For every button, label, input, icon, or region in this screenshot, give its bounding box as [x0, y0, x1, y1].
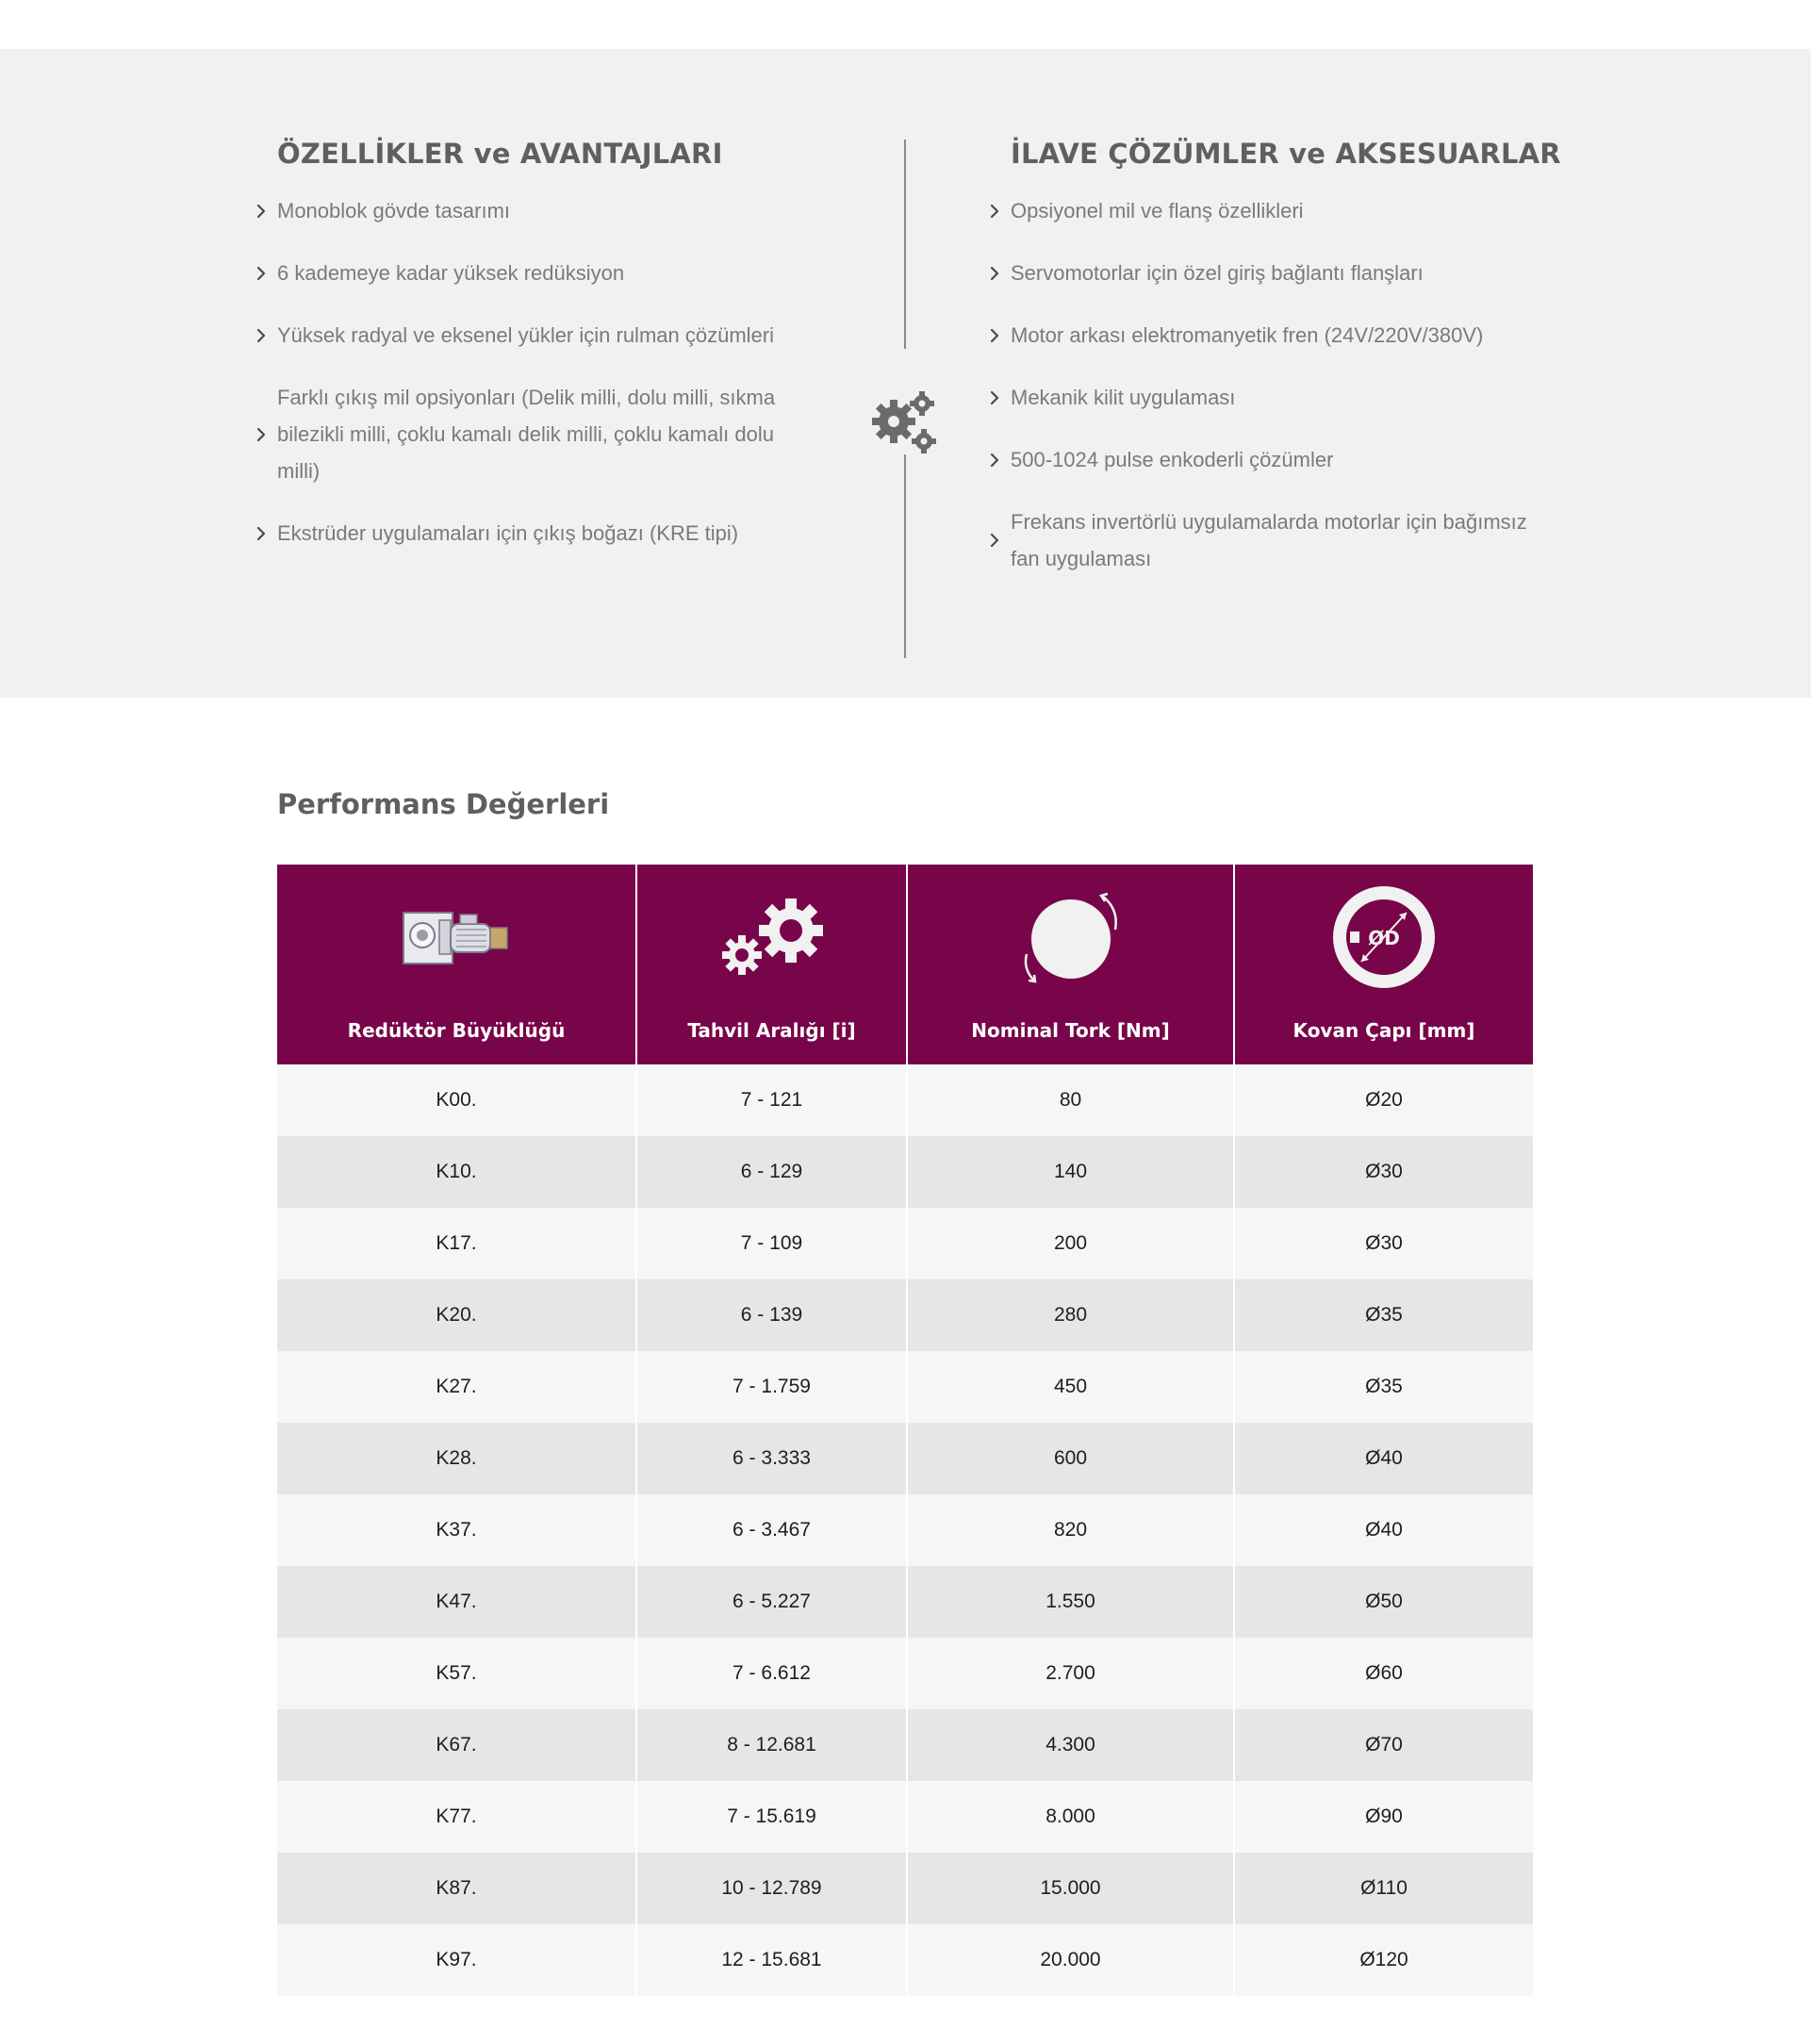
cell-torque: 600	[907, 1423, 1234, 1494]
cell-size: K47.	[277, 1566, 636, 1638]
divider-bottom	[904, 454, 906, 658]
list-item	[255, 192, 811, 229]
cell-torque: 4.300	[907, 1709, 1234, 1781]
list-item	[255, 255, 811, 291]
table-row	[277, 1781, 1533, 1853]
bore-icon-text: ØD	[1368, 927, 1400, 949]
features-list	[255, 192, 811, 577]
table-row	[277, 1638, 1533, 1709]
cell-size: K28.	[277, 1423, 636, 1494]
column-header-torque	[907, 865, 1234, 1064]
column-header-torque-label: Nominal Tork [Nm]	[971, 1019, 1170, 1042]
cell-ratio: 7 - 109	[636, 1208, 907, 1279]
cell-ratio: 7 - 6.612	[636, 1638, 907, 1709]
list-item-text: Opsiyonel mil ve flanş özellikleri	[1011, 199, 1304, 223]
list-item	[988, 503, 1554, 577]
features-title: ÖZELLİKLER ve AVANTAJLARI	[277, 138, 723, 170]
chevron-right-icon	[255, 327, 268, 344]
table-row	[277, 1709, 1533, 1781]
table-row	[277, 1423, 1533, 1494]
cell-torque: 80	[907, 1064, 1234, 1136]
cell-size: K27.	[277, 1351, 636, 1423]
cell-size: K67.	[277, 1709, 636, 1781]
chevron-right-icon	[988, 532, 1001, 549]
chevron-right-icon	[988, 203, 1001, 220]
list-item	[988, 441, 1554, 478]
cell-bore: Ø20	[1234, 1064, 1533, 1136]
cell-size: K20.	[277, 1279, 636, 1351]
cell-torque: 2.700	[907, 1638, 1234, 1709]
cell-bore: Ø50	[1234, 1566, 1533, 1638]
cell-bore: Ø60	[1234, 1638, 1533, 1709]
cell-size: K10.	[277, 1136, 636, 1208]
cell-ratio: 6 - 5.227	[636, 1566, 907, 1638]
list-item-text: Servomotorlar için özel giriş bağlantı flanşları	[1011, 261, 1424, 285]
cell-torque: 8.000	[907, 1781, 1234, 1853]
cell-ratio: 6 - 139	[636, 1279, 907, 1351]
cell-size: K37.	[277, 1494, 636, 1566]
cell-bore: Ø30	[1234, 1208, 1533, 1279]
cell-torque: 140	[907, 1136, 1234, 1208]
list-item-text: Motor arkası elektromanyetik fren (24V/220V/380V)	[1011, 323, 1484, 347]
cell-size: K77.	[277, 1781, 636, 1853]
column-header-ratio-label: Tahvil Aralığı [i]	[687, 1019, 856, 1042]
list-item	[255, 515, 811, 552]
column-header-bore-label: Kovan Çapı [mm]	[1292, 1019, 1475, 1042]
cell-ratio: 10 - 12.789	[636, 1853, 907, 1924]
cell-bore: Ø35	[1234, 1279, 1533, 1351]
chevron-right-icon	[988, 452, 1001, 469]
cell-torque: 1.550	[907, 1566, 1234, 1638]
torque-icon	[908, 876, 1233, 998]
cell-torque: 820	[907, 1494, 1234, 1566]
chevron-right-icon	[988, 327, 1001, 344]
cell-bore: Ø90	[1234, 1781, 1533, 1853]
table-row	[277, 1924, 1533, 1996]
cell-ratio: 12 - 15.681	[636, 1924, 907, 1996]
performance-table	[277, 865, 1533, 1996]
list-item-text: Ekstrüder uygulamaları için çıkış boğazı (KRE tipi)	[277, 521, 739, 545]
divider-top	[904, 140, 906, 349]
cell-ratio: 6 - 3.333	[636, 1423, 907, 1494]
list-item	[988, 255, 1554, 291]
table-row	[277, 1136, 1533, 1208]
chevron-right-icon	[988, 265, 1001, 282]
cell-ratio: 7 - 1.759	[636, 1351, 907, 1423]
column-header-size-label: Redüktör Büyüklüğü	[347, 1019, 566, 1042]
performance-title: Performans Değerleri	[277, 788, 610, 820]
bore-diameter-icon	[1235, 876, 1533, 998]
cell-bore: Ø70	[1234, 1709, 1533, 1781]
cell-torque: 450	[907, 1351, 1234, 1423]
list-item-text: Yüksek radyal ve eksenel yükler için rulman çözümleri	[277, 323, 774, 347]
cell-torque: 15.000	[907, 1853, 1234, 1924]
list-item-text: Frekans invertörlü uygulamalarda motorlar için bağımsız fan uygulaması	[1011, 510, 1527, 570]
list-item-text: 6 kademeye kadar yüksek redüksiyon	[277, 261, 625, 285]
accessories-title: İLAVE ÇÖZÜMLER ve AKSESUARLAR	[1011, 138, 1561, 170]
cell-bore: Ø40	[1234, 1494, 1533, 1566]
table-row	[277, 1566, 1533, 1638]
cell-torque: 280	[907, 1279, 1234, 1351]
cell-ratio: 6 - 129	[636, 1136, 907, 1208]
cell-size: K97.	[277, 1924, 636, 1996]
cell-ratio: 6 - 3.467	[636, 1494, 907, 1566]
chevron-right-icon	[255, 525, 268, 542]
performance-table-body	[277, 1064, 1533, 1996]
column-header-size	[277, 865, 636, 1064]
list-item	[988, 192, 1554, 229]
list-item	[255, 379, 811, 489]
cell-size: K57.	[277, 1638, 636, 1709]
cell-size: K00.	[277, 1064, 636, 1136]
cell-bore: Ø110	[1234, 1853, 1533, 1924]
cell-ratio: 8 - 12.681	[636, 1709, 907, 1781]
gears-icon	[867, 343, 943, 456]
cell-size: K17.	[277, 1208, 636, 1279]
table-row	[277, 1279, 1533, 1351]
table-row	[277, 1853, 1533, 1924]
list-item	[988, 317, 1554, 354]
table-row	[277, 1208, 1533, 1279]
cell-bore: Ø30	[1234, 1136, 1533, 1208]
gearbox-motor-icon	[277, 876, 635, 998]
list-item-text: 500-1024 pulse enkoderli çözümler	[1011, 448, 1334, 471]
chevron-right-icon	[255, 426, 268, 443]
cell-size: K87.	[277, 1853, 636, 1924]
cell-bore: Ø40	[1234, 1423, 1533, 1494]
table-header-row	[277, 865, 1533, 1064]
column-header-ratio	[636, 865, 907, 1064]
cell-torque: 200	[907, 1208, 1234, 1279]
gears-icon	[637, 876, 906, 998]
cell-ratio: 7 - 15.619	[636, 1781, 907, 1853]
cell-bore: Ø120	[1234, 1924, 1533, 1996]
cell-torque: 20.000	[907, 1924, 1234, 1996]
features-band	[0, 49, 1811, 698]
list-item-text: Farklı çıkış mil opsiyonları (Delik milli, dolu milli, sıkma bilezikli milli, çoklu kamalı delik milli, çoklu kamalı dolu milli)	[277, 386, 776, 483]
list-item	[988, 379, 1554, 416]
list-item-text: Mekanik kilit uygulaması	[1011, 386, 1236, 409]
column-header-bore	[1234, 865, 1533, 1064]
chevron-right-icon	[988, 389, 1001, 406]
table-row	[277, 1351, 1533, 1423]
chevron-right-icon	[255, 265, 268, 282]
accessories-list	[988, 192, 1554, 602]
cell-bore: Ø35	[1234, 1351, 1533, 1423]
table-row	[277, 1064, 1533, 1136]
list-item-text: Monoblok gövde tasarımı	[277, 199, 511, 223]
chevron-right-icon	[255, 203, 268, 220]
cell-ratio: 7 - 121	[636, 1064, 907, 1136]
list-item	[255, 317, 811, 354]
table-row	[277, 1494, 1533, 1566]
